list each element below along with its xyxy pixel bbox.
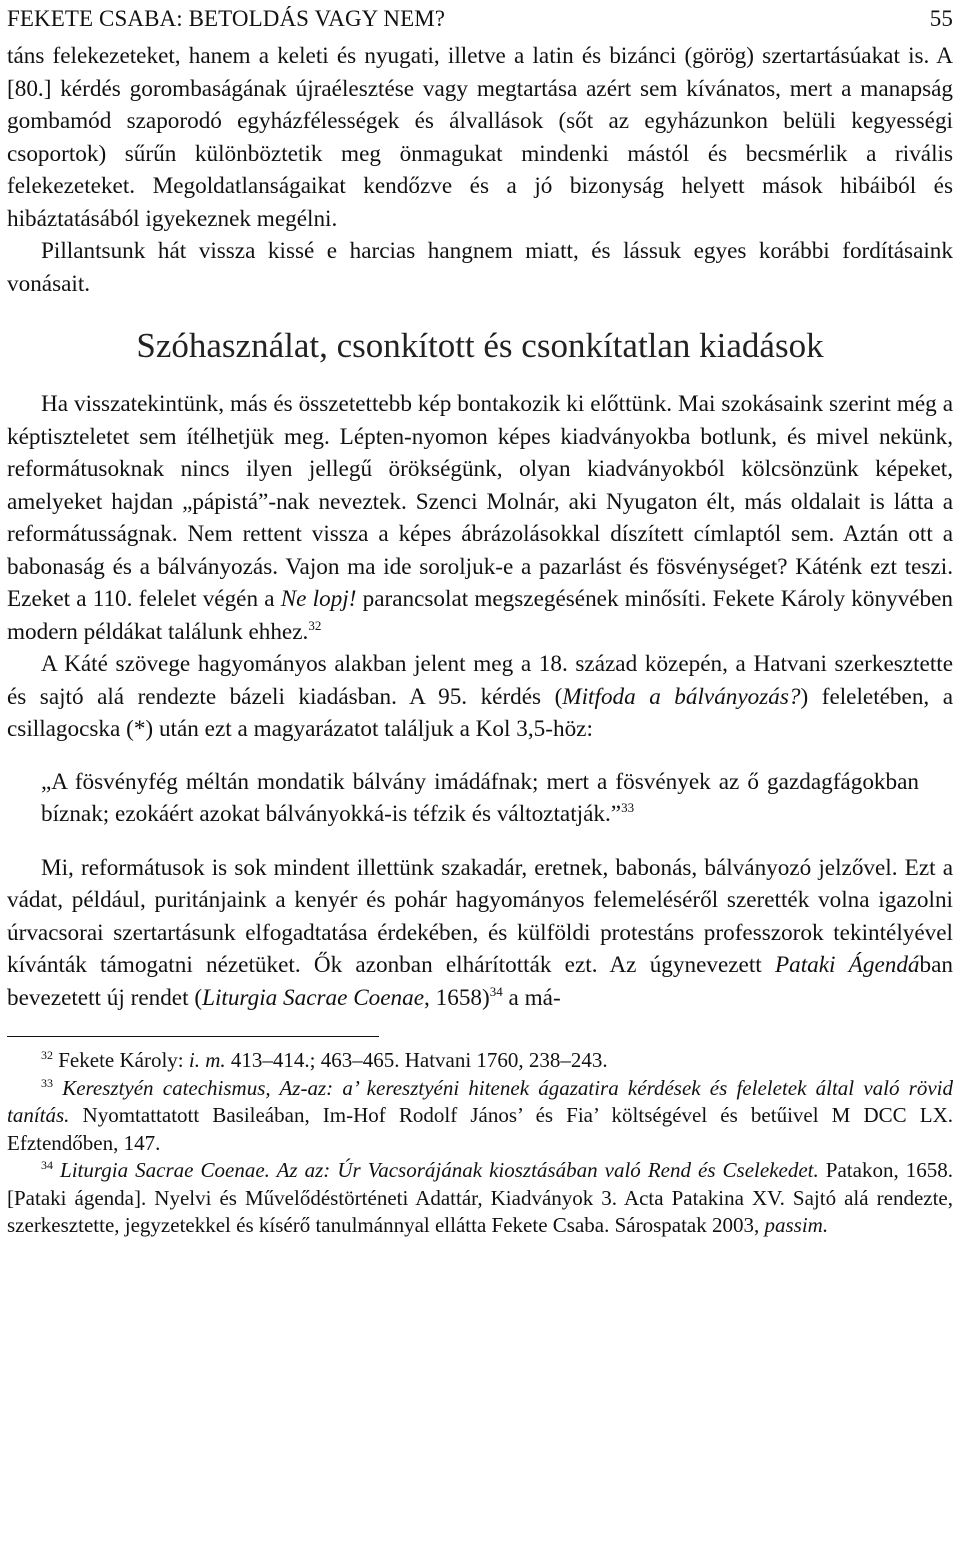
running-header: [7, 6, 953, 40]
footnote-number: 33: [41, 1075, 53, 1090]
footnote-ref-32[interactable]: 32: [308, 617, 322, 633]
section-paragraph-1: [7, 388, 953, 648]
italic-phrase: Liturgia Sacrae Coenae. Az az: Úr Vacsorájának kiosztásában való Rend és Cselekedet.: [53, 1158, 819, 1182]
text-run: ban bevezetett új rendet (: [7, 952, 953, 1011]
footnote-number: 34: [41, 1158, 53, 1172]
page-number: 55: [929, 6, 953, 31]
italic-phrase: Mitfoda a bálványozás?: [562, 683, 801, 710]
italic-phrase: Liturgia Sacrae Coenae: [202, 984, 425, 1011]
text-run: parancsolat megszegésének minősíti. Fekete Károly könyvében modern példákat találunk ehhez.: [7, 586, 953, 645]
footnote-divider: [7, 1036, 379, 1037]
text-run: Fekete Károly:: [53, 1048, 189, 1072]
text-run: Nyomtattatott Basileában, Im-Hof Rodolf János’ és Fia’ költségével és betűivel M DCC LX. Efztendőben, 147.: [7, 1103, 953, 1155]
text-run: A Káté szövege hagyományos alakban jelent meg a 18. század közepén, a Hatvani szerkesztette és sajtó alá rendezte bázeli kiadásban. A 95. kérdés (: [7, 651, 953, 710]
footnote-number: 32: [41, 1048, 53, 1062]
footnote-32: [7, 1047, 953, 1075]
intro-paragraph-1: táns felekezeteket, hanem a keleti és nyugati, illetve a latin és bizánci (görög) szertartásúakat is. A [80.] kérdés gorombaságának újraélesztése vagy megtartása azért sem kívánatos, mert a manapság gombamód szaporodó egyházfélességek és álvallások (sőt az egyházunkon belüli kegyességi csoportok) sűrűn különböztetik meg önmagukat mindenki mástól és becsmérlik a rivális felekezeteket. Megoldatlanságaikat kendőzve és a jó bizonyság helyett mások hibáiból és hibáztatásából igyekeznek megélni.: [7, 43, 953, 232]
quote-text: „A fösvényfég méltán mondatik bálvány imádáfnak; mert a fösvények az ő gazdagfágokban bíznak; ezokáért azokat bálványokká-is téfzik és változtatják.”: [41, 768, 919, 827]
intro-paragraph-2: Pillantsunk hát vissza kissé e harcias hangnem miatt, és lássuk egyes korábbi fordításaink vonásait.: [7, 238, 953, 297]
text-run: Ha visszatekintünk, más és összetettebb kép bontakozik ki előttünk. Mai szokásaink szerint még a képtiszteletet sem ítélhetjük meg. Lépten-nyomon képes kiadványokba botlunk, és mivel nekünk, reformátusoknak nincs ilyen jellegű örökségünk, olyan kiadványokból kölcsönzünk képeket, amelyeket hajdan „pápistá”-nak neveztek. Szenci Molnár, aki Nyugaton élt, más oldalait is látta a reformátusságnak. Nem rettent vissza a képes ábrázolásokkal díszített címlaptól sem. Aztán ott a babonaság és a bálványozás. Vajon ma ide soroljuk-e a pazarlást és fösvénységet? Káténk ezt teszi. Ezeket a 110. felelet végén a: [7, 391, 953, 612]
footnote-ref-33[interactable]: 33: [621, 799, 635, 815]
text-run: 413–414.; 463–465. Hatvani 1760, 238–243.: [225, 1048, 608, 1072]
text-run: Patakon, 1658. [Pataki ágenda]. Nyelvi és Művelődéstörténeti Adattár, Kiadványok 3. Acta Patakina XV. Sajtó alá rendezte, szerkesztette, jegyzetekkel és kísérő tanulmánnyal ellátta Fekete Csaba. Sárospatak 2003,: [7, 1158, 953, 1237]
text-run: a má-: [502, 984, 561, 1011]
section-heading: Szóhasználat, csonkított és csonkítatlan kiadások: [136, 326, 824, 365]
italic-phrase: passim.: [764, 1213, 829, 1237]
italic-phrase: Pataki Ágendá: [774, 952, 920, 978]
section-paragraph-2: [7, 648, 953, 746]
italic-phrase: Keresztyén catechismus, Az-az: a’ keresztyéni hitenek ágazatira kérdések és feleletek által való rövid tanítás.: [7, 1075, 953, 1127]
italic-phrase: Ne lopj!: [280, 586, 357, 612]
block-quote: [41, 766, 919, 830]
footnote-34: [7, 1157, 953, 1240]
document-page: [7, 0, 953, 1240]
footnote-ref-34[interactable]: 34: [489, 983, 503, 999]
text-run: , 1658): [424, 984, 490, 1011]
text-run: Mi, reformátusok is sok mindent illettünk szakadár, eretnek, babonás, bálványozó jelzővel. Ezt a vádat, például, puritánjaink a kenyér és pohár hagyományos felemeléséről szerették volna igazolni úrvacsorai szertartásunk elfogadtatása érdekében, és külföldi protestáns professzorok tekintélyével kívánták támogatni nézetüket. Ők azonban elhárították ezt. Az úgynevezett: [7, 854, 953, 978]
italic-phrase: i. m.: [188, 1048, 226, 1072]
running-title: FEKETE CSABA: BETOLDÁS VAGY NEM?: [7, 6, 446, 31]
footnote-33: [7, 1075, 953, 1158]
section-paragraph-3: [7, 852, 953, 1015]
text-run: ) feleletében, a csillagocska (*) után ezt a magyarázatot találjuk a Kol 3,5-höz:: [7, 683, 953, 742]
